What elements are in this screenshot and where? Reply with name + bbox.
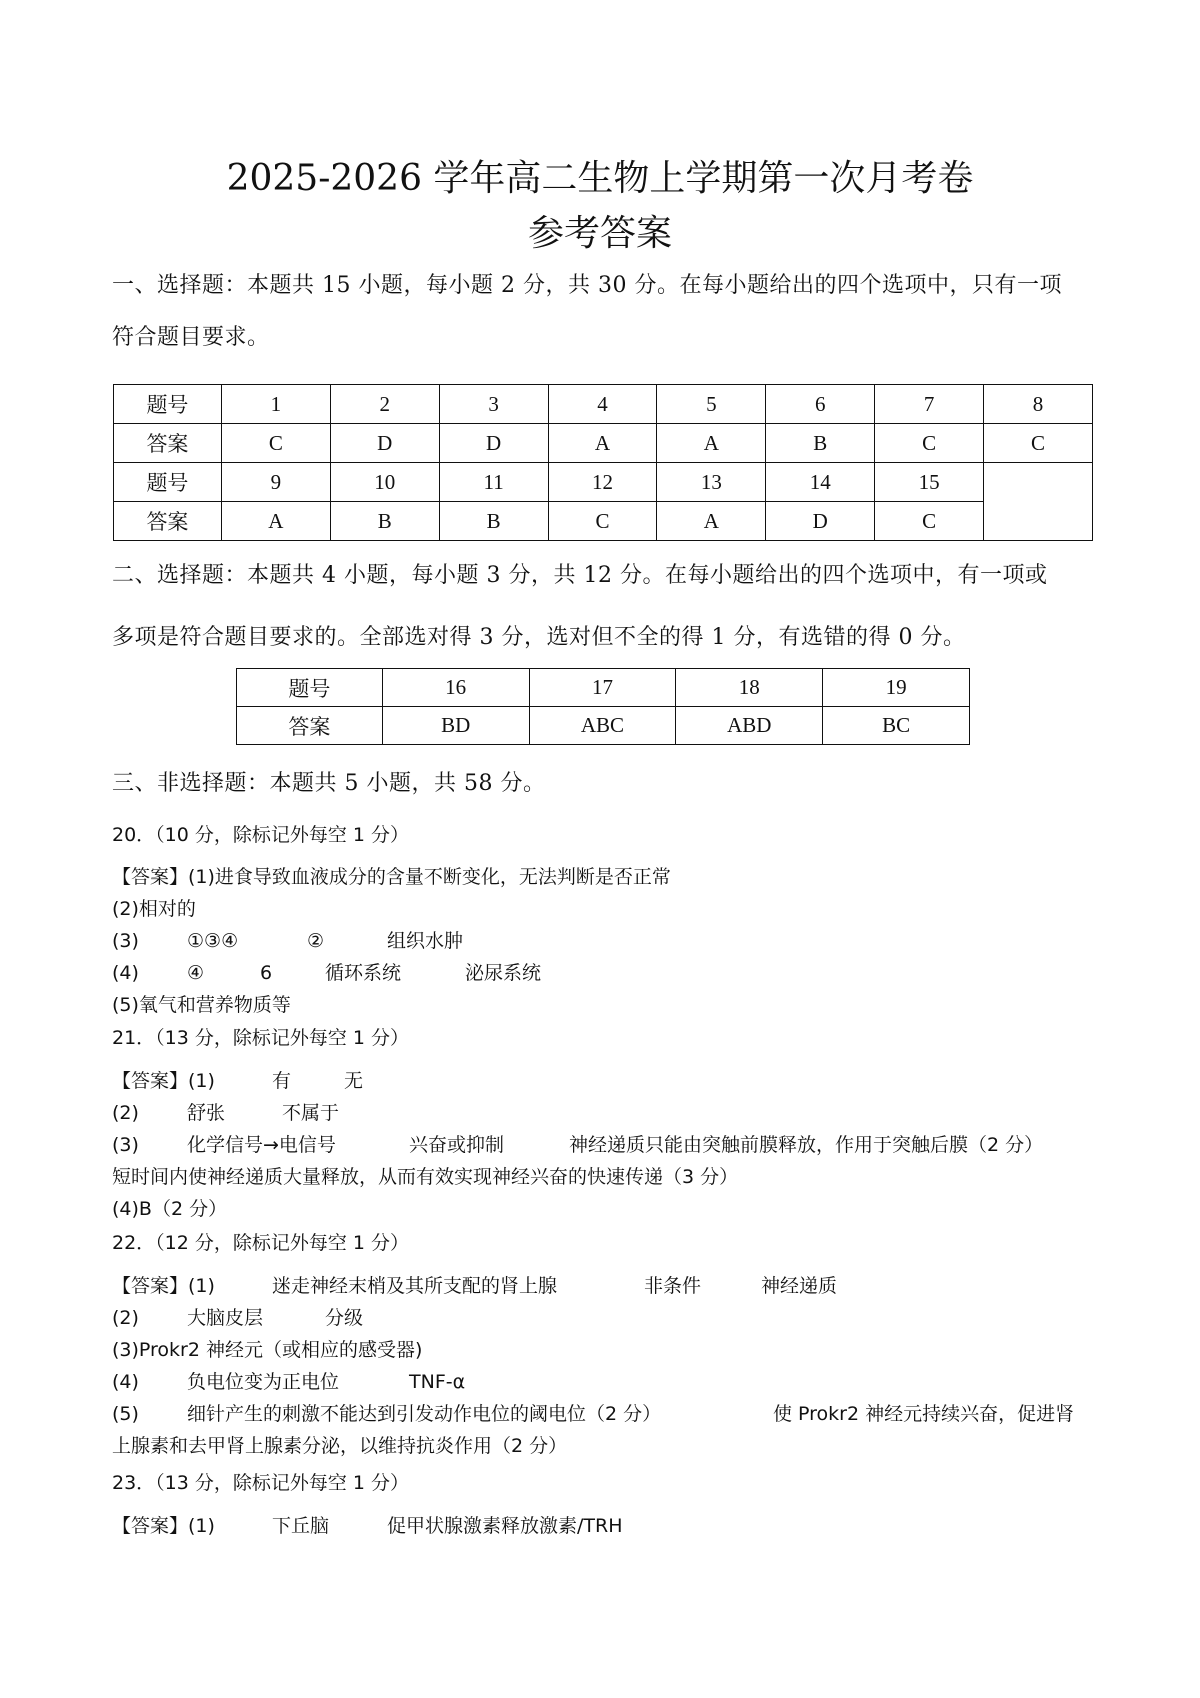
table1-row-answers <box>114 424 1093 463</box>
answer-blank: 神经递质 <box>761 1275 838 1297</box>
table-cell: 17 <box>529 669 676 707</box>
table-cell: D <box>439 424 548 463</box>
table-cell: BD <box>382 707 529 745</box>
table-cell: 16 <box>382 669 529 707</box>
answer-blank: 分级 <box>325 1307 364 1329</box>
section2-line2: 多项是符合题目要求的。全部选对得 3 分，选对但不全的得 1 分，有选错的得 0 分。 <box>112 625 966 650</box>
table-cell: 11 <box>439 463 548 502</box>
table1-row-question-numbers <box>114 385 1093 424</box>
answer-tag: 【答案】(1) <box>112 866 215 888</box>
table-cell: A <box>657 424 766 463</box>
answer-blank: 神经递质只能由突触前膜释放，作用于突触后膜（2 分） <box>569 1134 1044 1156</box>
q22-answer-4 <box>112 1367 465 1394</box>
table-cell: B <box>766 424 875 463</box>
table-cell: 18 <box>676 669 823 707</box>
table-cell: 10 <box>330 463 439 502</box>
table-cell: 13 <box>657 463 766 502</box>
q21-answer-1 <box>112 1066 363 1093</box>
q22-answer-1 <box>112 1271 837 1298</box>
table-cell: D <box>330 424 439 463</box>
table-cell: 题号 <box>237 669 383 707</box>
table-cell: 答案 <box>114 424 222 463</box>
table-cell: BC <box>823 707 970 745</box>
answer-num: (5) <box>112 1403 139 1425</box>
table-cell: D <box>766 502 875 541</box>
q20-answer-5: (5)氧气和营养物质等 <box>112 994 291 1016</box>
answer-blank: 组织水肿 <box>387 930 464 952</box>
answer-num: (4) <box>112 962 139 984</box>
table-cell: 9 <box>221 463 330 502</box>
table-cell: C <box>548 502 657 541</box>
answer-blank: 迷走神经末梢及其所支配的肾上腺 <box>272 1275 558 1297</box>
table-cell: 6 <box>766 385 875 424</box>
table-cell: C <box>984 424 1093 463</box>
answer-blank: 兴奋或抑制 <box>409 1134 505 1156</box>
table1-row-answers <box>114 502 1093 541</box>
q20-answer-2: (2)相对的 <box>112 898 196 920</box>
answer-blank: 促甲状腺激素释放激素/TRH <box>387 1515 623 1537</box>
table-cell: 3 <box>439 385 548 424</box>
table-cell: 14 <box>766 463 875 502</box>
q22-answer-3: (3)Prokr2 神经元（或相应的感受器) <box>112 1339 423 1361</box>
table-cell: A <box>221 502 330 541</box>
table-cell: 1 <box>221 385 330 424</box>
q20-answer-4 <box>112 958 541 985</box>
table-cell: B <box>439 502 548 541</box>
table-cell: 2 <box>330 385 439 424</box>
page-subtitle: 参考答案 <box>527 213 672 254</box>
answer-blank: 6 <box>260 962 273 984</box>
q20-answer-3 <box>112 926 463 953</box>
answer-blank: 细针产生的刺激不能达到引发动作电位的阈电位（2 分） <box>187 1403 662 1425</box>
answer-blank: 不属于 <box>282 1102 340 1124</box>
answer-num: (3) <box>112 930 139 952</box>
q20-header: 20．（10 分，除标记外每空 1 分） <box>112 824 410 846</box>
answer-blank: ② <box>307 930 325 952</box>
table1-row-question-numbers <box>114 463 1093 502</box>
table-cell: B <box>330 502 439 541</box>
answer-blank: 舒张 <box>187 1102 226 1124</box>
answer-blank: 循环系统 <box>325 962 402 984</box>
answer-blank: 下丘脑 <box>272 1515 330 1537</box>
table-cell: 5 <box>657 385 766 424</box>
answer-table-2 <box>236 668 970 745</box>
table-cell: ABC <box>529 707 676 745</box>
page-title: 2025-2026 学年高二生物上学期第一次月考卷 <box>226 158 974 199</box>
table-cell: 题号 <box>114 385 222 424</box>
table-cell: 7 <box>875 385 984 424</box>
table-cell: 4 <box>548 385 657 424</box>
answer-num: (3) <box>112 1134 139 1156</box>
q21-header: 21．（13 分，除标记外每空 1 分） <box>112 1027 410 1049</box>
answer-blank: 使 Prokr2 神经元持续兴奋，促进肾 <box>773 1403 1075 1425</box>
answer-tag: 【答案】(1) <box>112 1275 215 1297</box>
q21-answer-2 <box>112 1098 339 1125</box>
table2-row-answers <box>237 707 970 745</box>
answer-num: (2) <box>112 1307 139 1329</box>
answer-blank: ④ <box>187 962 205 984</box>
table-cell: 答案 <box>114 502 222 541</box>
answer-text: 进食导致血液成分的含量不断变化，无法判断是否正常 <box>214 866 671 888</box>
answer-tag: 【答案】(1) <box>112 1515 215 1537</box>
answer-blank: 负电位变为正电位 <box>187 1371 340 1393</box>
table-cell: 题号 <box>114 463 222 502</box>
section1-line2: 符合题目要求。 <box>112 325 270 350</box>
q21-answer-3-cont: 短时间内使神经递质大量释放，从而有效实现神经兴奋的快速传递（3 分） <box>112 1166 739 1188</box>
q21-answer-4: (4)B（2 分） <box>112 1198 228 1220</box>
answer-tag: 【答案】(1) <box>112 1070 215 1092</box>
answer-blank: TNF-α <box>409 1371 466 1393</box>
q20-answer-1 <box>112 862 671 889</box>
answer-blank: 非条件 <box>644 1275 702 1297</box>
table-cell: C <box>875 502 984 541</box>
answer-blank: ①③④ <box>187 930 239 952</box>
table-cell: A <box>548 424 657 463</box>
table-cell: 12 <box>548 463 657 502</box>
q22-header: 22．（12 分，除标记外每空 1 分） <box>112 1232 410 1254</box>
answer-blank: 有 <box>272 1070 292 1092</box>
table-cell: 8 <box>984 385 1093 424</box>
q22-answer-2 <box>112 1303 363 1330</box>
empty-cell <box>984 463 1093 541</box>
table-cell: 答案 <box>237 707 383 745</box>
table-cell: A <box>657 502 766 541</box>
section1-line1: 一、选择题：本题共 15 小题，每小题 2 分，共 30 分。在每小题给出的四个选项中，只有一项 <box>112 273 1062 298</box>
answer-num: (4) <box>112 1371 139 1393</box>
answer-blank: 泌尿系统 <box>465 962 542 984</box>
answer-blank: 大脑皮层 <box>187 1307 264 1329</box>
q22-answer-5-cont: 上腺素和去甲肾上腺素分泌，以维持抗炎作用（2 分） <box>112 1435 568 1457</box>
table-cell: ABD <box>676 707 823 745</box>
section2-line1: 二、选择题：本题共 4 小题，每小题 3 分，共 12 分。在每小题给出的四个选项中，有一项或 <box>112 563 1048 588</box>
q21-answer-3 <box>112 1130 1043 1157</box>
answer-table-1 <box>113 384 1093 541</box>
table-cell: 15 <box>875 463 984 502</box>
answer-num: (2) <box>112 1102 139 1124</box>
q22-answer-5 <box>112 1399 1074 1426</box>
table-cell: C <box>221 424 330 463</box>
q23-header: 23．（13 分，除标记外每空 1 分） <box>112 1472 410 1494</box>
table2-row-question-numbers <box>237 669 970 707</box>
table-cell: C <box>875 424 984 463</box>
q23-answer-1 <box>112 1511 623 1538</box>
section3-line1: 三、非选择题：本题共 5 小题，共 58 分。 <box>112 771 546 796</box>
answer-blank: 化学信号→电信号 <box>187 1134 336 1156</box>
table-cell: 19 <box>823 669 970 707</box>
answer-blank: 无 <box>344 1070 364 1092</box>
